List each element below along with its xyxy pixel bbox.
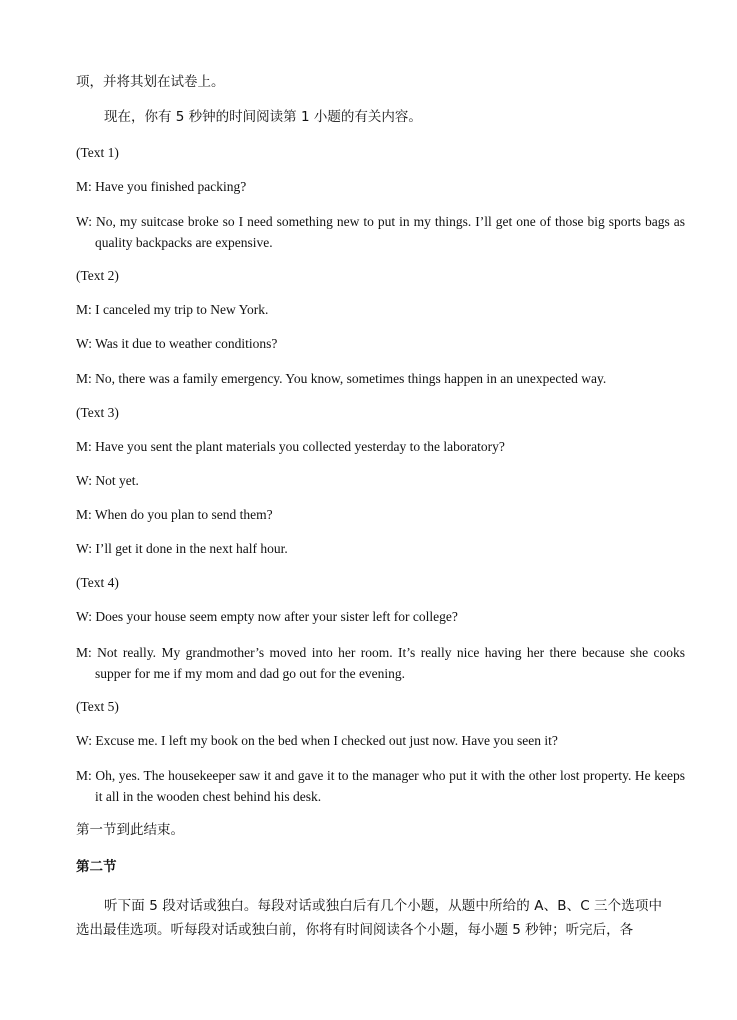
text-3-line-m1: M: Have you sent the plant materials you collected yesterday to the laboratory? xyxy=(76,439,505,454)
text-5-line-w: W: Excuse me. I left my book on the bed when I checked out just now. Have you seen it? xyxy=(76,733,558,748)
text-2-heading: (Text 2) xyxy=(76,268,119,283)
text-3-line-w1: W: Not yet. xyxy=(76,473,139,488)
text-3-line-m2: M: When do you plan to send them? xyxy=(76,507,273,522)
reading-instruction: 现在，你有 5 秒钟的时间阅读第 1 小题的有关内容。 xyxy=(104,109,422,125)
section-2-instructions: 听下面 5 段对话或独白。每段对话或独白后有几个小题，从题中所给的 A、B、C 三个选项中选出最佳选项。听每段对话或独白前，你将有时间阅读各个小题，每小题 5 秒钟；听完后，各 xyxy=(76,898,662,938)
text-2-line-w: W: Was it due to weather conditions? xyxy=(76,336,278,351)
section-2-heading: 第二节 xyxy=(76,859,117,875)
text-4-heading: (Text 4) xyxy=(76,575,119,590)
text-4-line-w: W: Does your house seem empty now after your sister left for college? xyxy=(76,609,458,624)
text-3-heading: (Text 3) xyxy=(76,405,119,420)
text-5-heading: (Text 5) xyxy=(76,699,119,714)
text-2-line-m1: M: I canceled my trip to New York. xyxy=(76,302,269,317)
text-1-heading: (Text 1) xyxy=(76,145,119,160)
text-4-line-m: M: Not really. My grandmother’s moved into her room. It’s really nice having her there because she cooks supper for me if my mom and dad go out for the evening. xyxy=(76,645,685,681)
text-5-line-m: M: Oh, yes. The housekeeper saw it and gave it to the manager who put it with the other lost property. He keeps it all in the wooden chest behind his desk. xyxy=(76,768,685,804)
text-2-line-m2: M: No, there was a family emergency. You know, sometimes things happen in an unexpected way. xyxy=(76,371,607,386)
text-1-line-w: W: No, my suitcase broke so I need something new to put in my things. I’ll get one of those big sports bags as quality backpacks are expensive. xyxy=(76,214,685,250)
section-end-note: 第一节到此结束。 xyxy=(76,822,184,838)
text-3-line-w2: W: I’ll get it done in the next half hour. xyxy=(76,541,288,556)
text-1-line-m: M: Have you finished packing? xyxy=(76,179,247,194)
paragraph-continuation: 项，并将其划在试卷上。 xyxy=(76,74,225,90)
